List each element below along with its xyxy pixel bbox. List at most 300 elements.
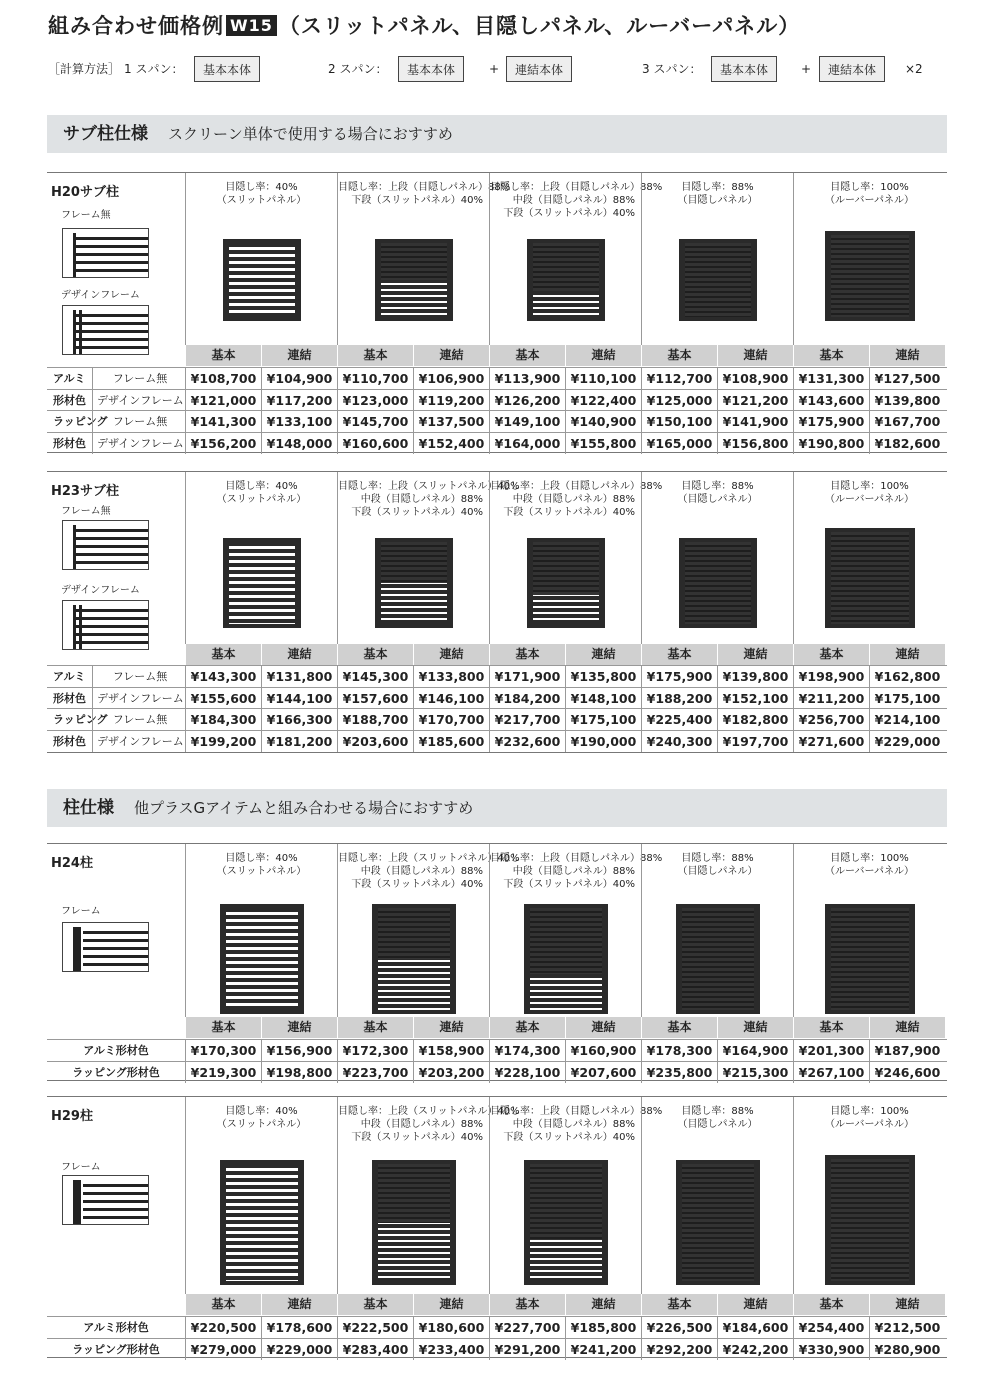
price-value: ¥164,900 bbox=[717, 1040, 793, 1061]
price-value: ¥178,600 bbox=[261, 1317, 337, 1338]
material-label: 形材色 bbox=[53, 436, 86, 450]
post-type-header bbox=[47, 844, 185, 1017]
price-value: ¥126,200 bbox=[489, 390, 565, 411]
base-header: 基本 bbox=[337, 644, 413, 665]
price-value: ¥182,600 bbox=[869, 433, 945, 454]
span3-times: ×2 bbox=[905, 62, 923, 76]
price-value: ¥188,700 bbox=[337, 709, 413, 730]
material-label: ラッピング形材色 bbox=[72, 1065, 160, 1079]
concealment-rate: 目隠し率：40% （スリットパネル） bbox=[216, 853, 307, 877]
link-header: 連結 bbox=[717, 644, 793, 665]
frame-label: フレーム無 bbox=[112, 415, 168, 428]
divider bbox=[92, 433, 93, 454]
divider bbox=[92, 390, 93, 411]
panel-cell bbox=[337, 173, 511, 345]
panel-cell bbox=[641, 1097, 793, 1294]
panel-image bbox=[223, 239, 301, 321]
material-label: アルミ形材色 bbox=[83, 1321, 149, 1334]
price-value: ¥180,600 bbox=[413, 1317, 489, 1338]
price-value: ¥291,200 bbox=[489, 1339, 565, 1360]
price-value: ¥131,300 bbox=[793, 368, 869, 389]
panel-image bbox=[372, 1160, 456, 1285]
price-value: ¥279,000 bbox=[185, 1339, 261, 1360]
price-value: ¥160,900 bbox=[565, 1040, 641, 1061]
concealment-rate: 目隠し率：上段（目隠しパネル）88% 下段（スリットパネル）40% bbox=[338, 182, 511, 206]
calc-method bbox=[48, 56, 948, 82]
panel-cell bbox=[641, 173, 793, 345]
link-header: 連結 bbox=[565, 345, 641, 366]
concealment-rate: 目隠し率：40% （スリットパネル） bbox=[216, 1106, 307, 1130]
price-row bbox=[47, 389, 947, 410]
concealment-rate: 目隠し率：上段（目隠しパネル）88% 中段（目隠しパネル）88% 下段（スリットパネル）40% bbox=[490, 182, 663, 219]
price-row bbox=[47, 708, 947, 729]
price-value: ¥232,600 bbox=[489, 731, 565, 752]
post-type-header bbox=[47, 472, 185, 644]
frame-diagram bbox=[62, 600, 149, 650]
price-value: ¥156,900 bbox=[261, 1040, 337, 1061]
concealment-rate: 目隠し率：88% （目隠しパネル） bbox=[677, 481, 758, 505]
concealment-rate: 目隠し率：88% （目隠しパネル） bbox=[677, 1106, 758, 1130]
concealment-rate: 目隠し率：上段（目隠しパネル）88% 中段（目隠しパネル）88% 下段（スリットパネル）40% bbox=[490, 481, 663, 518]
frame-label: フレーム無 bbox=[112, 372, 168, 385]
price-value: ¥283,400 bbox=[337, 1339, 413, 1360]
span2-label: 2 スパン： bbox=[328, 62, 388, 76]
price-value: ¥133,800 bbox=[413, 666, 489, 687]
frame-diagram bbox=[62, 305, 149, 355]
price-value: ¥121,000 bbox=[185, 390, 261, 411]
section-desc: スクリーン単体で使用する場合におすすめ bbox=[168, 125, 453, 143]
price-value: ¥165,000 bbox=[641, 433, 717, 454]
link-header: 連結 bbox=[413, 345, 489, 366]
price-value: ¥197,700 bbox=[717, 731, 793, 752]
panel-cell bbox=[185, 844, 337, 1017]
price-value: ¥175,900 bbox=[793, 411, 869, 432]
concealment-rate: 目隠し率：上段（目隠しパネル）88% 中段（目隠しパネル）88% 下段（スリットパネル）40% bbox=[490, 853, 663, 890]
price-value: ¥184,200 bbox=[489, 688, 565, 709]
price-value: ¥146,100 bbox=[413, 688, 489, 709]
price-value: ¥127,500 bbox=[869, 368, 945, 389]
price-block bbox=[47, 172, 947, 453]
price-row bbox=[47, 410, 947, 431]
link-header: 連結 bbox=[869, 345, 945, 366]
span3-link: 連結本体 bbox=[819, 56, 885, 82]
title-text: 組み合わせ価格例 bbox=[48, 14, 224, 38]
panel-image bbox=[679, 239, 757, 321]
frame-label: デザインフレーム bbox=[97, 734, 184, 748]
panel-image bbox=[825, 904, 915, 1014]
section-header-sub-post bbox=[47, 115, 947, 153]
price-row bbox=[47, 432, 947, 453]
panel-image bbox=[220, 904, 304, 1014]
frame-caption: デザインフレーム bbox=[61, 290, 140, 301]
span3-label: 3 スパン： bbox=[642, 62, 702, 76]
price-value: ¥228,100 bbox=[489, 1062, 565, 1083]
link-header: 連結 bbox=[261, 644, 337, 665]
price-value: ¥207,600 bbox=[565, 1062, 641, 1083]
price-value: ¥143,600 bbox=[793, 390, 869, 411]
price-value: ¥156,200 bbox=[185, 433, 261, 454]
price-value: ¥141,900 bbox=[717, 411, 793, 432]
post-type-header bbox=[47, 173, 185, 345]
material-label: ラッピング bbox=[53, 713, 108, 726]
base-header: 基本 bbox=[641, 345, 717, 366]
span3-plus: + bbox=[801, 62, 812, 76]
section-title: 柱仕様 bbox=[63, 798, 114, 818]
material-label: ラッピング bbox=[53, 415, 108, 428]
span2-link: 連結本体 bbox=[506, 56, 572, 82]
post-type-name: H29柱 bbox=[51, 1109, 93, 1124]
concealment-rate: 目隠し率：88% （目隠しパネル） bbox=[677, 853, 758, 877]
panel-image bbox=[375, 538, 453, 628]
concealment-rate: 目隠し率：88% （目隠しパネル） bbox=[677, 182, 758, 206]
price-value: ¥175,900 bbox=[641, 666, 717, 687]
material-label: アルミ bbox=[53, 372, 86, 385]
price-value: ¥166,300 bbox=[261, 709, 337, 730]
panel-cell bbox=[337, 472, 520, 644]
divider bbox=[92, 731, 93, 752]
section-header-post bbox=[47, 789, 947, 827]
panel-cell bbox=[185, 173, 337, 345]
panel-cell bbox=[337, 1097, 520, 1294]
price-value: ¥223,700 bbox=[337, 1062, 413, 1083]
span1-label: 1 スパン： bbox=[124, 62, 184, 76]
price-value: ¥201,300 bbox=[793, 1040, 869, 1061]
price-value: ¥242,200 bbox=[717, 1339, 793, 1360]
panel-image bbox=[679, 538, 757, 628]
frame-label: デザインフレーム bbox=[97, 691, 184, 705]
price-value: ¥157,600 bbox=[337, 688, 413, 709]
span2-plus: + bbox=[489, 62, 500, 76]
price-value: ¥155,800 bbox=[565, 433, 641, 454]
base-header: 基本 bbox=[337, 345, 413, 366]
panel-cell bbox=[641, 472, 793, 644]
span3-base: 基本本体 bbox=[711, 56, 777, 82]
price-value: ¥104,900 bbox=[261, 368, 337, 389]
base-header: 基本 bbox=[793, 644, 869, 665]
price-value: ¥182,800 bbox=[717, 709, 793, 730]
base-header: 基本 bbox=[641, 1017, 717, 1038]
price-value: ¥140,900 bbox=[565, 411, 641, 432]
link-header: 連結 bbox=[869, 1294, 945, 1315]
price-row bbox=[47, 730, 947, 751]
panel-cell bbox=[793, 472, 945, 644]
material-label: 形材色 bbox=[53, 734, 86, 748]
price-value: ¥198,900 bbox=[793, 666, 869, 687]
price-value: ¥108,700 bbox=[185, 368, 261, 389]
price-value: ¥139,800 bbox=[869, 390, 945, 411]
price-value: ¥145,300 bbox=[337, 666, 413, 687]
base-header: 基本 bbox=[489, 1294, 565, 1315]
price-value: ¥139,800 bbox=[717, 666, 793, 687]
price-value: ¥203,200 bbox=[413, 1062, 489, 1083]
price-value: ¥148,100 bbox=[565, 688, 641, 709]
panel-image bbox=[375, 239, 453, 321]
link-header: 連結 bbox=[717, 1294, 793, 1315]
price-value: ¥246,600 bbox=[869, 1062, 945, 1083]
link-header: 連結 bbox=[413, 644, 489, 665]
price-block bbox=[47, 843, 947, 1081]
price-value: ¥162,800 bbox=[869, 666, 945, 687]
price-value: ¥131,800 bbox=[261, 666, 337, 687]
panel-image bbox=[527, 538, 605, 628]
price-value: ¥178,300 bbox=[641, 1040, 717, 1061]
price-row bbox=[47, 1316, 947, 1337]
price-row bbox=[47, 687, 947, 708]
material-label: ラッピング形材色 bbox=[72, 1342, 160, 1356]
price-value: ¥144,100 bbox=[261, 688, 337, 709]
concealment-rate: 目隠し率：上段（スリットパネル）40% 中段（目隠しパネル）88% 下段（スリットパネル）40% bbox=[338, 1106, 520, 1143]
base-header: 基本 bbox=[337, 1017, 413, 1038]
concealment-rate: 目隠し率：100% （ルーバーパネル） bbox=[825, 481, 914, 505]
link-header: 連結 bbox=[261, 1017, 337, 1038]
price-value: ¥110,100 bbox=[565, 368, 641, 389]
price-value: ¥254,400 bbox=[793, 1317, 869, 1338]
link-header: 連結 bbox=[261, 1294, 337, 1315]
span2-base: 基本本体 bbox=[398, 56, 464, 82]
link-header: 連結 bbox=[869, 1017, 945, 1038]
price-value: ¥235,800 bbox=[641, 1062, 717, 1083]
base-header: 基本 bbox=[337, 1294, 413, 1315]
title-suffix: （スリットパネル、目隠しパネル、ルーバーパネル） bbox=[278, 14, 801, 38]
span1-base: 基本本体 bbox=[194, 56, 260, 82]
price-block bbox=[47, 471, 947, 753]
base-header: 基本 bbox=[489, 1017, 565, 1038]
price-value: ¥233,400 bbox=[413, 1339, 489, 1360]
link-header: 連結 bbox=[717, 345, 793, 366]
concealment-rate: 目隠し率：100% （ルーバーパネル） bbox=[825, 182, 914, 206]
price-value: ¥271,600 bbox=[793, 731, 869, 752]
price-value: ¥143,300 bbox=[185, 666, 261, 687]
frame-caption: デザインフレーム bbox=[61, 585, 140, 596]
price-value: ¥112,700 bbox=[641, 368, 717, 389]
material-label: 形材色 bbox=[53, 393, 86, 407]
concealment-rate: 目隠し率：100% （ルーバーパネル） bbox=[825, 853, 914, 877]
price-value: ¥240,300 bbox=[641, 731, 717, 752]
panel-cell bbox=[489, 1097, 663, 1294]
link-header: 連結 bbox=[413, 1017, 489, 1038]
price-value: ¥219,300 bbox=[185, 1062, 261, 1083]
price-value: ¥188,200 bbox=[641, 688, 717, 709]
price-value: ¥181,200 bbox=[261, 731, 337, 752]
price-value: ¥123,000 bbox=[337, 390, 413, 411]
panel-cell bbox=[337, 844, 520, 1017]
price-value: ¥170,300 bbox=[185, 1040, 261, 1061]
price-value: ¥211,200 bbox=[793, 688, 869, 709]
frame-label: デザインフレーム bbox=[97, 393, 184, 407]
price-value: ¥121,200 bbox=[717, 390, 793, 411]
post-type-name: H24柱 bbox=[51, 856, 93, 871]
price-value: ¥214,100 bbox=[869, 709, 945, 730]
price-value: ¥227,700 bbox=[489, 1317, 565, 1338]
price-value: ¥141,300 bbox=[185, 411, 261, 432]
divider bbox=[92, 411, 93, 432]
page-title bbox=[48, 10, 800, 40]
panel-image bbox=[220, 1160, 304, 1285]
material-label: 形材色 bbox=[53, 691, 86, 705]
panel-image bbox=[825, 1155, 915, 1285]
base-header: 基本 bbox=[793, 1294, 869, 1315]
price-value: ¥125,000 bbox=[641, 390, 717, 411]
price-value: ¥220,500 bbox=[185, 1317, 261, 1338]
frame-caption: フレーム bbox=[61, 1162, 101, 1173]
price-value: ¥215,300 bbox=[717, 1062, 793, 1083]
price-value: ¥175,100 bbox=[869, 688, 945, 709]
concealment-rate: 目隠し率：上段（目隠しパネル）88% 中段（目隠しパネル）88% 下段（スリットパネル）40% bbox=[490, 1106, 663, 1143]
price-row bbox=[47, 665, 947, 686]
price-value: ¥222,500 bbox=[337, 1317, 413, 1338]
frame-caption: フレーム無 bbox=[61, 506, 111, 517]
frame-label: デザインフレーム bbox=[97, 436, 184, 450]
panel-image bbox=[527, 239, 605, 321]
price-value: ¥187,900 bbox=[869, 1040, 945, 1061]
material-label: アルミ bbox=[53, 670, 86, 683]
divider bbox=[92, 709, 93, 730]
frame-diagram bbox=[62, 922, 149, 972]
post-type-name: H23サブ柱 bbox=[51, 484, 119, 499]
base-header: 基本 bbox=[185, 1294, 261, 1315]
link-header: 連結 bbox=[869, 644, 945, 665]
panel-cell bbox=[641, 844, 793, 1017]
price-value: ¥133,100 bbox=[261, 411, 337, 432]
concealment-rate: 目隠し率：40% （スリットパネル） bbox=[216, 182, 307, 206]
base-header: 基本 bbox=[641, 1294, 717, 1315]
panel-cell bbox=[489, 173, 663, 345]
panel-image bbox=[223, 538, 301, 628]
divider bbox=[92, 688, 93, 709]
price-value: ¥149,100 bbox=[489, 411, 565, 432]
title-badge: W15 bbox=[226, 15, 277, 36]
price-value: ¥158,900 bbox=[413, 1040, 489, 1061]
price-row bbox=[47, 1338, 947, 1359]
price-value: ¥122,400 bbox=[565, 390, 641, 411]
concealment-rate: 目隠し率：上段（スリットパネル）40% 中段（目隠しパネル）88% 下段（スリットパネル）40% bbox=[338, 481, 520, 518]
concealment-rate: 目隠し率：上段（スリットパネル）40% 中段（目隠しパネル）88% 下段（スリットパネル）40% bbox=[338, 853, 520, 890]
panel-cell bbox=[489, 844, 663, 1017]
price-value: ¥148,000 bbox=[261, 433, 337, 454]
price-value: ¥167,700 bbox=[869, 411, 945, 432]
panel-image bbox=[524, 1160, 608, 1285]
base-header: 基本 bbox=[793, 345, 869, 366]
material-label: アルミ形材色 bbox=[83, 1044, 149, 1057]
base-header: 基本 bbox=[641, 644, 717, 665]
base-header: 基本 bbox=[489, 345, 565, 366]
frame-diagram bbox=[62, 520, 149, 570]
price-value: ¥117,200 bbox=[261, 390, 337, 411]
price-value: ¥152,400 bbox=[413, 433, 489, 454]
price-value: ¥150,100 bbox=[641, 411, 717, 432]
price-row bbox=[47, 1039, 947, 1060]
price-row bbox=[47, 1061, 947, 1082]
frame-diagram bbox=[62, 228, 149, 278]
price-value: ¥113,900 bbox=[489, 368, 565, 389]
link-header: 連結 bbox=[565, 644, 641, 665]
panel-image bbox=[372, 904, 456, 1014]
price-value: ¥155,600 bbox=[185, 688, 261, 709]
link-header: 連結 bbox=[565, 1294, 641, 1315]
base-header: 基本 bbox=[185, 345, 261, 366]
price-value: ¥256,700 bbox=[793, 709, 869, 730]
post-type-header bbox=[47, 1097, 185, 1294]
base-header: 基本 bbox=[489, 644, 565, 665]
price-value: ¥203,600 bbox=[337, 731, 413, 752]
divider bbox=[92, 368, 93, 389]
price-value: ¥190,800 bbox=[793, 433, 869, 454]
panel-image bbox=[676, 1160, 760, 1285]
price-value: ¥217,700 bbox=[489, 709, 565, 730]
price-value: ¥267,100 bbox=[793, 1062, 869, 1083]
panel-image bbox=[825, 528, 915, 628]
price-value: ¥145,700 bbox=[337, 411, 413, 432]
panel-image bbox=[524, 904, 608, 1014]
panel-image bbox=[825, 231, 915, 321]
price-value: ¥330,900 bbox=[793, 1339, 869, 1360]
price-value: ¥119,200 bbox=[413, 390, 489, 411]
divider bbox=[92, 666, 93, 687]
price-value: ¥185,600 bbox=[413, 731, 489, 752]
price-value: ¥241,200 bbox=[565, 1339, 641, 1360]
price-row bbox=[47, 367, 947, 388]
panel-cell bbox=[185, 1097, 337, 1294]
price-value: ¥135,800 bbox=[565, 666, 641, 687]
panel-cell bbox=[793, 844, 945, 1017]
base-header: 基本 bbox=[185, 1017, 261, 1038]
price-value: ¥198,800 bbox=[261, 1062, 337, 1083]
price-value: ¥156,800 bbox=[717, 433, 793, 454]
price-value: ¥280,900 bbox=[869, 1339, 945, 1360]
concealment-rate: 目隠し率：100% （ルーバーパネル） bbox=[825, 1106, 914, 1130]
price-value: ¥184,600 bbox=[717, 1317, 793, 1338]
price-value: ¥229,000 bbox=[869, 731, 945, 752]
frame-diagram bbox=[62, 1175, 149, 1225]
price-value: ¥172,300 bbox=[337, 1040, 413, 1061]
frame-caption: フレーム bbox=[61, 906, 101, 917]
price-value: ¥174,300 bbox=[489, 1040, 565, 1061]
price-value: ¥190,000 bbox=[565, 731, 641, 752]
frame-caption: フレーム無 bbox=[61, 210, 111, 221]
panel-cell bbox=[185, 472, 337, 644]
price-value: ¥226,500 bbox=[641, 1317, 717, 1338]
price-value: ¥225,400 bbox=[641, 709, 717, 730]
frame-label: フレーム無 bbox=[112, 670, 168, 683]
panel-cell bbox=[793, 173, 945, 345]
price-value: ¥164,000 bbox=[489, 433, 565, 454]
price-value: ¥184,300 bbox=[185, 709, 261, 730]
price-value: ¥212,500 bbox=[869, 1317, 945, 1338]
price-value: ¥160,600 bbox=[337, 433, 413, 454]
link-header: 連結 bbox=[565, 1017, 641, 1038]
link-header: 連結 bbox=[261, 345, 337, 366]
price-value: ¥185,800 bbox=[565, 1317, 641, 1338]
section-desc: 他プラスGアイテムと組み合わせる場合におすすめ bbox=[134, 799, 474, 817]
price-value: ¥292,200 bbox=[641, 1339, 717, 1360]
calc-label: ［計算方法］ bbox=[48, 62, 121, 76]
price-value: ¥137,500 bbox=[413, 411, 489, 432]
price-value: ¥171,900 bbox=[489, 666, 565, 687]
panel-cell bbox=[793, 1097, 945, 1294]
price-value: ¥229,000 bbox=[261, 1339, 337, 1360]
post-type-name: H20サブ柱 bbox=[51, 185, 119, 200]
price-value: ¥170,700 bbox=[413, 709, 489, 730]
concealment-rate: 目隠し率：40% （スリットパネル） bbox=[216, 481, 307, 505]
base-header: 基本 bbox=[793, 1017, 869, 1038]
price-value: ¥199,200 bbox=[185, 731, 261, 752]
price-value: ¥108,900 bbox=[717, 368, 793, 389]
panel-cell bbox=[489, 472, 663, 644]
price-value: ¥106,900 bbox=[413, 368, 489, 389]
price-value: ¥175,100 bbox=[565, 709, 641, 730]
panel-image bbox=[676, 904, 760, 1014]
price-value: ¥152,100 bbox=[717, 688, 793, 709]
